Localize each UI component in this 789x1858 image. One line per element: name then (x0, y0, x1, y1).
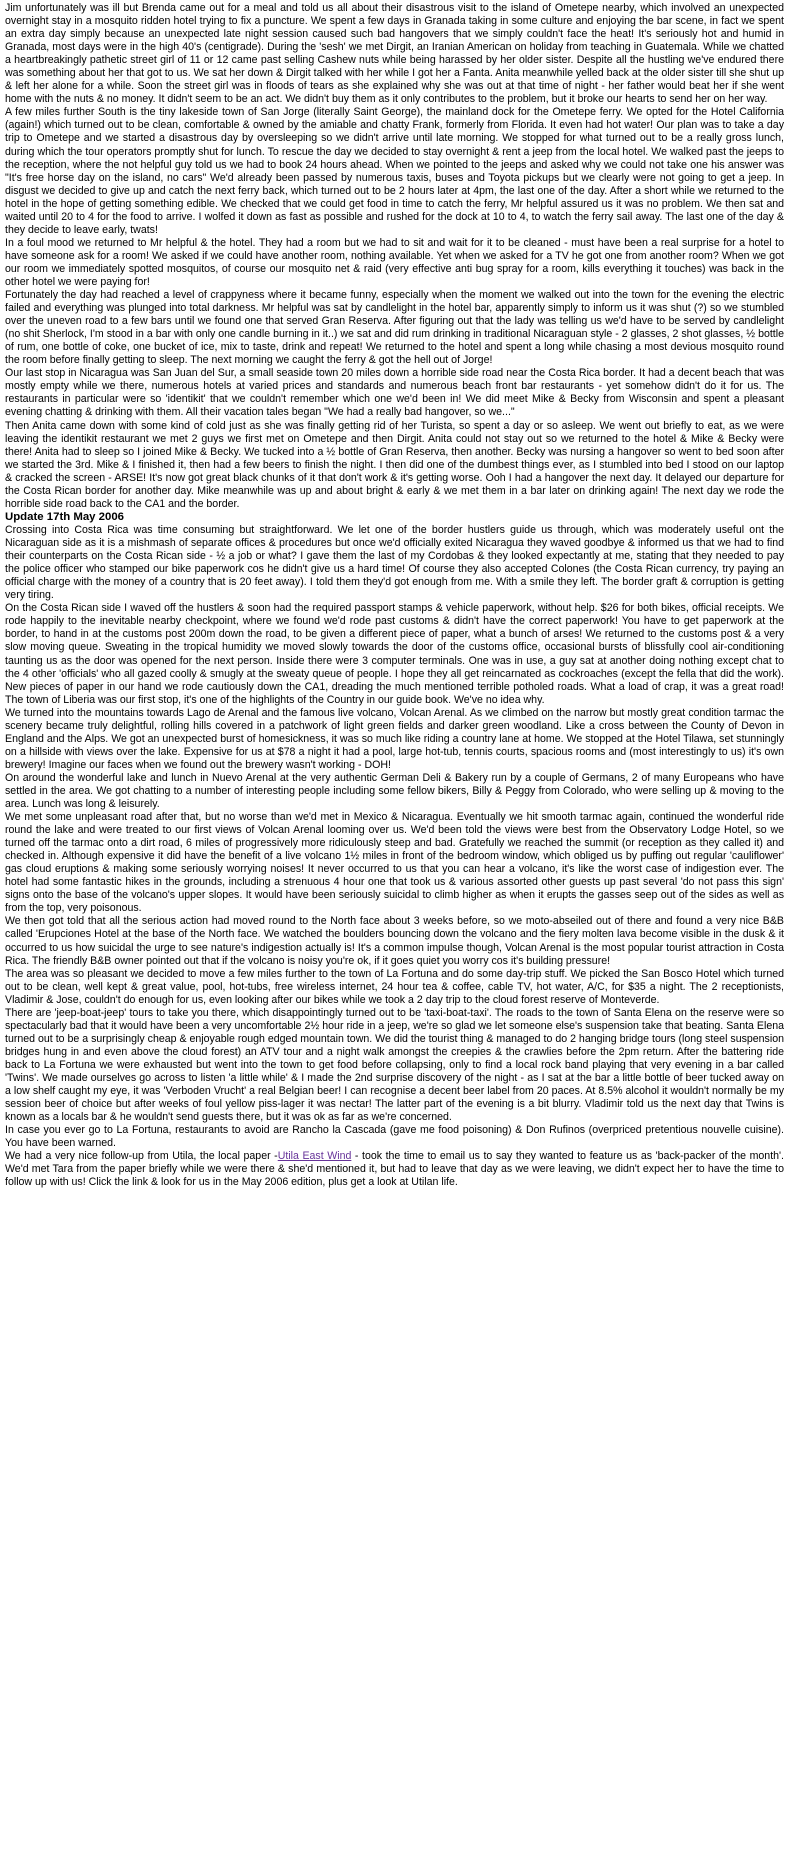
paragraph-anita-cold: Then Anita came down with some kind of cold just as she was finally getting rid of her Turista, so spent a day or so asleep. We went out briefly to eat, as we were leaving the identikit restaurant we met 2 guys we first met on Ometepe and then Dirgit. Anita could not stay out so we returned to the hotel & Mike & Becky were there! Anita had to sleep so I joined Mike & Becky. We tucked into a ½ bottle of Gran Reserva, then another. Becky was nursing a hangover so went to bed soon after we started the 3rd. Mike & I finished it, then had a few beers to finish the night. I then did one of the dumbest things ever, as I stumbled into bed I stood on our laptop & cracked the screen - ARSE! It's now got great black chunks of it that don't work & it's getting worse. Ooh I had a hangover the next day. It delayed our departure for the Costa Rican border for another day. Mike meanwhile was up and about bright & early & we met them in a bar later on drinking again! The next day we rode the horrible side road back to the CA1 and the border. (5, 419, 784, 510)
utila-text-before-link: We had a very nice follow-up from Utila, the local paper - (5, 1150, 278, 1163)
paragraph-san-jorge: A few miles further South is the tiny lakeside town of San Jorge (literally Saint George), the mainland dock for the Ometepe ferry. We opted for the Hotel California (again!) which turned out to be clean, comfortable & owned by the amiable and chatty Frank, formerly from Florida. It even had hot water! Our plan was to take a day trip to Ometepe and we started a disastrous day by oversleeping so we didn't arrive until late morning. We stopped for what turned out to be a really gross lunch, during which the tour operators promptly shut for lunch. To rescue the day we decided to stay overnight & rent a jeep from the local hotel. We walked past the jeeps to the reception, where the not helpful guy told us we had to book 24 hours ahead. When we pointed to the jeeps and asked why we could not take one his answer was "It's free horse day on the island, no cars" We'd already been passed by numerous taxis, buses and Toyota pickups but we clearly were not going to get a jeep. In disgust we decided to give up and catch the next ferry back, which turned out to be 2 hours later at 4pm, the last one of the day. After a short while we returned to the hotel in the hope of getting something edible. We checked that we could get food in time to catch the ferry, Mr helpful assured us it was no problem. We then sat and waited until 20 to 4 for the food to arrive. I wolfed it down as fast as possible and rushed for the dock at 10 to 4, to watch the ferry sail away. The last one of the day & they decide to leave early, twats! (5, 106, 784, 236)
paragraph-granada: Jim unfortunately was ill but Brenda came out for a meal and told us all about their disastrous visit to the island of Ometepe nearby, which involved an unexpected overnight stay in a mosquito ridden hotel trying to fix a puncture. We spent a few days in Granada taking in some culture and enjoying the bar scene, in fact we spent an extra day simply because an unexpected late night session caused such bad hangovers that we simply couldn't face the heat! It's seriously hot and humid in Granada, most days were in the high 40's (centigrade). During the 'sesh' we met Dirgit, an Iranian American on holiday from teaching in Guatemala. While we chatted a heartbreakingly pathetic street girl of 11 or 12 came past selling Cashew nuts while being harassed by her older sister. Despite all the hustling we've endured there was something about her that got to us. We sat her down & Dirgit talked with her while I got her a Fanta. Anita meanwhile yelled back at the older sister till she shut up & left her alone for a while. Soon the street girl was in floods of tears as she explained why she was out at that time of night - her father would beat her if she went home with the nuts & no money. It didn't seem to be an act. We didn't buy them as it only contributes to the problem, but it broke our hearts to send her on her way. (5, 2, 784, 106)
paragraph-nuevo-arenal: On around the wonderful lake and lunch in Nuevo Arenal at the very authentic German Deli & Bakery run by a couple of Germans, 2 of many Europeans who have settled in the area. We got chatting to a number of interesting people including some fellow bikers, Billy & Peggy from Colorado, who were selling up & moving to the area. Lunch was long & leisurely. (5, 771, 784, 811)
paragraph-utila-follow-up (5, 1150, 784, 1189)
paragraph-observatory-lodge: We met some unpleasant road after that, but no worse than we'd met in Mexico & Nicaragua. Eventually we hit smooth tarmac again, continued the wonderful ride round the lake and were treated to our first views of Volcan Arenal looming over us. We'd been told the views were best from the Observatory Lodge Hotel, so we turned off the tarmac onto a dirt road, 6 miles of progressively more ridiculously steep and bad. Gratefully we reached the summit (or reception as they called it) and checked in. Although expensive it did have the benefit of a live volcano 1½ miles in front of the bedroom window, which obliged us by puffing out regular 'cauliflower' gas cloud eruptions & making some seriously worrying noises! It never occurred to us that you can hear a volcano, it's like the worst case of indigestion ever. The hotel had some fantastic hikes in the grounds, including a strenuous 4 hour one that took us & various assorted other guests up past several 'do not pass this sign' signs onto the base of the volcano's upper slopes. It would have been seriously suicidal to climb higher as when it erupts the gasses seep out of the sides as well as from the top, very poisonous. (5, 811, 784, 915)
utila-east-wind-link[interactable]: Utila East Wind (277, 1150, 352, 1163)
paragraph-foul-mood: In a foul mood we returned to Mr helpful & the hotel. They had a room but we had to sit and wait for it to be cleaned - must have been a real surprise for a hotel to have someone ask for a room! We asked if we could have another room, nothing available. Yet when we asked for a TV he got one from another room? When we got our room we immediately spotted mosquitos, of course our mosquito net & raid (very effective anti bug spray for a room, kills everything it touches) was back in the other hotel we were paying for! (5, 236, 784, 288)
paragraph-north-face: We then got told that all the serious action had moved round to the North face about 3 weeks before, so we moto-abseiled out of there and found a very nice B&B called 'Erupciones Hotel at the base of the North face. We watched the boulders bouncing down the volcano and the fiery molten lava become visible in the dusk & it occurred to us how suicidal the urge to see nature's indigestion actually is! It's a common impulse though, Volcan Arenal is the most popular tourist attraction in Costa Rica. The friendly B&B owner pointed out that if the volcano is noisy you're ok, if it goes quiet you worry cos it's building pressure! (5, 915, 784, 967)
paragraph-costa-rican-side: On the Costa Rican side I waved off the hustlers & soon had the required passport stamps & vehicle paperwork, without help. $26 for both bikes, official receipts. We rode happily to the inevitable nearby checkpoint, where we found we'd rode past customs & didn't have the correct paperwork! You have to get paperwork at the border, to hand in at the customs post 200m down the road, to be given a different piece of paper, what a bunch of arses! We returned to the customs post & a very slow moving queue. Sweating in the tropical humidity we moved slowly towards the door of the customs office, occasional bursts of blissfully cool air-conditioning taunting us as the door was opened for the next person. Inside there were 3 computer terminals. One was in use, a guy sat at another doing nothing except chat to the 4 other 'officials' who all gazed coolly & smugly at the sweaty queue of people. I hope they all get reincarnated as cockroaches (except the fella that did the work). New pieces of paper in our hand we rode cautiously down the CA1, dreading the much mentioned terrible potholed roads. What a load of crap, it was a great road! The town of Liberia was our first stop, it's one of the highlights of the Country in our guide book. We've no idea why. (5, 602, 784, 706)
paragraph-la-fortuna: The area was so pleasant we decided to move a few miles further to the town of La Fortuna and do some day-trip stuff. We picked the San Bosco Hotel which turned out to be clean, well kept & great value, pool, hot-tubs, free wireless internet, 24 hour tea & coffee, cable TV, hot water, A/C, for $35 a night. The 2 receptionists, Vladimir & Jose, couldn't do enough for us, even looking after our bikes while we took a 2 day trip to the cloud forest reserve of Monteverde. (5, 967, 784, 1006)
paragraph-lago-de-arenal: We turned into the mountains towards Lago de Arenal and the famous live volcano, Volcan Arenal. As we climbed on the narrow but mostly great condition tarmac the scenery became truly delightful, rolling hills covered in a patchwork of light green fields and darker green woodland. Like a cross between the County of Devon in England and the Alps. We got an unexpected burst of homesickness, it was so much like riding a country lane at home. We stopped at the Hotel Tilawa, set stunningly on a hillside with views over the lake. Expensive for us at $78 a night it had a pool, large hot-tub, tennis courts, spacious rooms and (most interestingly to us) it's own brewery! Imagine our faces when we found out the brewery wasn't working - DOH! (5, 706, 784, 771)
paragraph-san-juan-del-sur: Our last stop in Nicaragua was San Juan del Sur, a small seaside town 20 miles down a horrible side road near the Costa Rica border. It had a decent beach that was mostly empty while we there, numerous hotels at varied prices and standards and numerous beach front bar restaurants - yet somehow didn't do it for us. The restaurants in particular were so 'identikit' that we couldn't remember which one we'd been in! We did meet Mike & Becky from Wisconsin and spent a pleasant evening chatting & drinking with them. All their vacation tales began "We had a really bad hangover, so we..." (5, 367, 784, 419)
paragraph-crappyness: Fortunately the day had reached a level of crappyness where it became funny, especially when the moment we walked out into the town for the evening the electric failed and everything was plunged into total darkness. Mr helpful was sat by candlelight in the hotel bar, apparently simply to inform us it was shut (?) so we stumbled over the uneven road to a few bars until we found one that served Gran Reserva. After figuring out that the lady was telling us we'd have to be served by candlelight (no shit Sherlock, I'm stood in a bar with only one candle burning in it..) we sat and did rum drinking in traditional Nicaraguan style - 2 glasses, 2 shot glasses, ½ bottle of rum, one bottle of coke, one bucket of ice, mix to taste, drink and repeat! We returned to the hotel and spent a long while chasing a most devious mosquito round the room before finally getting to sleep. The next morning we caught the ferry & got the hell out of Jorge! (5, 289, 784, 367)
update-heading: Update 17th May 2006 (5, 510, 125, 523)
paragraph-monteverde: There are 'jeep-boat-jeep' tours to take you there, which disappointingly turned out to be 'taxi-boat-taxi'. The roads to the town of Santa Elena on the reserve were so spectacularly bad that it would have been a very uncomfortable 2½ hour ride in a jeep, we're so glad we let someone else's suspension take that beating. Santa Elena turned out to be a surprisingly cheap & enjoyable rough edged mountain town. We did the tourist thing & managed to do 2 hanging bridge tours (long steel suspension bridges hung in and even above the cloud forest) an ATV tour and a night walk amongst the creepies & the crawlies before the 2pm return. After the battering ride back to La Fortuna we were exhausted but went into the town to get food before collapsing, only to find a local rock band playing that very evening in a bar called 'Twins'. We made ourselves go across to listen 'a little while' & I made the 2nd surprise discovery of the night - as I sat at the bar a little bottle of beer tucked away on a low shelf caught my eye, it was 'Verboden Vrucht' a real Belgian beer! I can recognise a decent beer label from 20 paces. At 8.5% alcohol it wouldn't normally be my session beer of choice but after weeks of foul yellow piss-lager it was nectar! The latter part of the evening is a bit blurry. Vladimir told us the next day that Twins is known as a locals bar & he wouldn't send guests there, but it was ok as far as we're concerned. (5, 1006, 784, 1124)
paragraph-border-crossing: Crossing into Costa Rica was time consuming but straightforward. We let one of the border hustlers guide us through, which was moderately useful ont the Nicaraguan side as it is a mishmash of separate offices & procedures but once we'd officially exited Nicaragua they waved goodbye & informed us that we had to find their counterparts on the Costa Rican side - ½ a job or what? I gave them the last of my Cordobas & they looked expectantly at me, stating that they needed to pay the police officer who stamped our bike paperwork cos he didn't give us a hard time! Of course they also accepted Colones (the Costa Rican currency, try paying an official charge with the money of a country that is 20 feet away). I told them they'd got enough from me. With a smile they left. The border graft & corruption is getting very tiring. (5, 524, 784, 602)
utila-text-after-link: - took the time to email us to say they wanted to feature us as 'back-packer of the month'. We'd met Tara from the paper briefly while we were there & she'd mentioned it, but had to leave that day as we were leaving, we didn't expect her to have the time to follow up with us! Click the link & look for us in the May 2006 edition, plus get a look at Utilan life. (5, 1150, 785, 1189)
paragraph-restaurants-to-avoid: In case you ever go to La Fortuna, restaurants to avoid are Rancho la Cascada (gave me food poisoning) & Don Rufinos (overpriced pretentious nouvelle cuisine). You have been warned. (5, 1124, 784, 1150)
